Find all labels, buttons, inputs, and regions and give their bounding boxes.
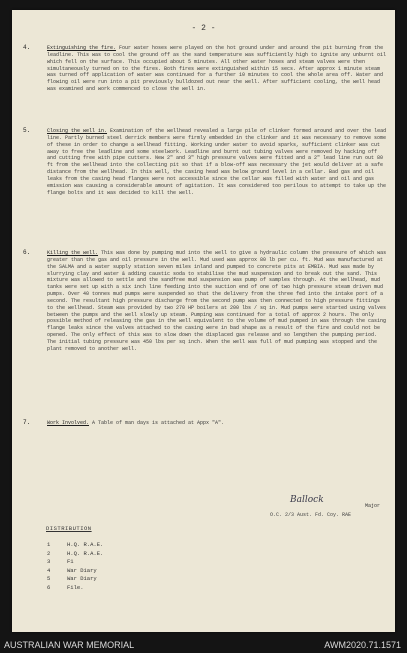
distribution-row: 6 File. — [47, 583, 84, 591]
paragraph-heading: Closing the well in. — [47, 128, 108, 134]
footer-institution: AUSTRALIAN WAR MEMORIAL — [4, 640, 135, 650]
archive-footer — [0, 637, 407, 653]
paragraph-6 — [23, 249, 387, 353]
paragraph-body: A Table of man days is attached at Appx "A". — [92, 420, 225, 426]
distribution-row: 2 H.Q. R.A.E. — [47, 549, 104, 557]
signatory-unit: O.C. 2/3 Aust. Fd. Coy. RAE — [270, 512, 352, 518]
paragraph-7 — [23, 419, 387, 427]
paragraph-number: 6. — [23, 249, 31, 256]
document-page — [12, 10, 395, 632]
distribution-row: 4 War Diary — [47, 566, 97, 574]
paragraph-body: Four water hoses were played on the hot ground under and around the pit burning from the leadline. This was to cool the ground off as the sand temperature was sufficiently high to ignite any unburnt oil which fell on the surface. This occupied about 5 minutes. All other water hoses and steam valves were then simultaneously turned on to the fires. Both fires were extinguished within 15 secs. After approx 1 minute steam was turned off application of water was continued for a further 10 minutes to cool the whole area off. Water and flowing oil were run into a pit previously bulldozed out near the well. After sufficient cooling, the well head was examined and work commenced to close the well in. — [47, 45, 387, 93]
distribution-row: 1 H.Q. R.A.E. — [47, 541, 104, 548]
paragraph-body: Examination of the wellhead revealed a large pile of clinker formed around and over the lead line. Partly burned steel derrick members were firmly embedded in the clinker and it was necessary to remove some of these in order to change a wellhead fitting. Working under water to avoid sparks, sufficient clinker was cut away to free the leadline and some steelwork. Leadline and burnt out tubing valves were removed by hacking off and cutting free with pipe cutters. New 2" and 3" high pressure valves were fitted and a 2" lead line run out 80 ft from the wellhead into the collecting pit so that if a blow-off was necessary the jet would deliver at a safe distance from the wellhead. In this well, the casing head was below ground level in a cellar. Bad gas and oil leaks from the casing head flanges were not accessible since the cellar was filled with water and oil and gas emission was causing a considerable amount of agitation. It was considered too perilous to attempt to take up the flange bolts and it was decided to kill the well. — [47, 128, 387, 196]
page-number: - 2 - — [191, 24, 216, 33]
paragraph-heading: Work Involved. — [47, 420, 90, 426]
paragraph-4 — [23, 44, 387, 93]
paragraph-5 — [23, 127, 387, 196]
distribution-title: DISTRIBUTION — [46, 525, 92, 532]
signatory-rank: Major — [365, 503, 381, 509]
paragraph-number: 7. — [23, 419, 31, 426]
distribution-row: 3 F1 — [47, 558, 74, 566]
paragraph-heading: Killing the well. — [47, 250, 99, 256]
handwritten-signature: Ballock — [290, 495, 324, 505]
distribution-list — [47, 541, 103, 593]
distribution-row: 5 War Diary — [47, 575, 97, 583]
footer-accession-number: AWM2020.71.1571 — [324, 640, 401, 650]
paragraph-number: 4. — [23, 44, 31, 51]
paragraph-heading: Extinguishing the fire. — [47, 45, 117, 51]
paragraph-body: This was done by pumping mud into the well to give a hydraulic column the pressure of which was greater than the gas and oil pressure in the well. Mud used was approx 80 lb per cu. ft. Mud was manufactured at the SALMA and a water supply station seven miles inland and pumped to concrete pits at EMBIA. Mud was made by slurrying clay and water & adding caustic soda to stabilise the mud suspension and to break out the sand. This mixture was allowed to settle and the sandfree mud suspension was pump of samples through. At the wellhead, mud tanks were set up with a six inch line feeding into the suction end of one of two high pressure steam driven mud pumps. Over 40 tonnes mud pumps were suspended so that the delivery from the three fed into the intake port of a second. The resultant high pressure discharge from the second pump was then connected to high pressure fittings to the wellhead. Steam was provided by two 270 HP boilers at 200 lbs / sq in. Mud pumps were started using valves between the pumps and the well slowly up steam. Pumping was continued for a total of approx 2 hours. The only possible method of releasing the gas in the well equivalent to the volume of mud pumped in was through the casing flange leaks since the valves attached to the casing were in bad shape as a result of the fire and could not be opened. The only effect of this was to slow down the displaced gas release and so lengthen the pumping period. The initial tubing pressure was 450 lbs per sq inch. When the well was full of mud pumping was stopped and the plant removed to another well. — [47, 250, 387, 352]
paragraph-number: 5. — [23, 127, 31, 134]
